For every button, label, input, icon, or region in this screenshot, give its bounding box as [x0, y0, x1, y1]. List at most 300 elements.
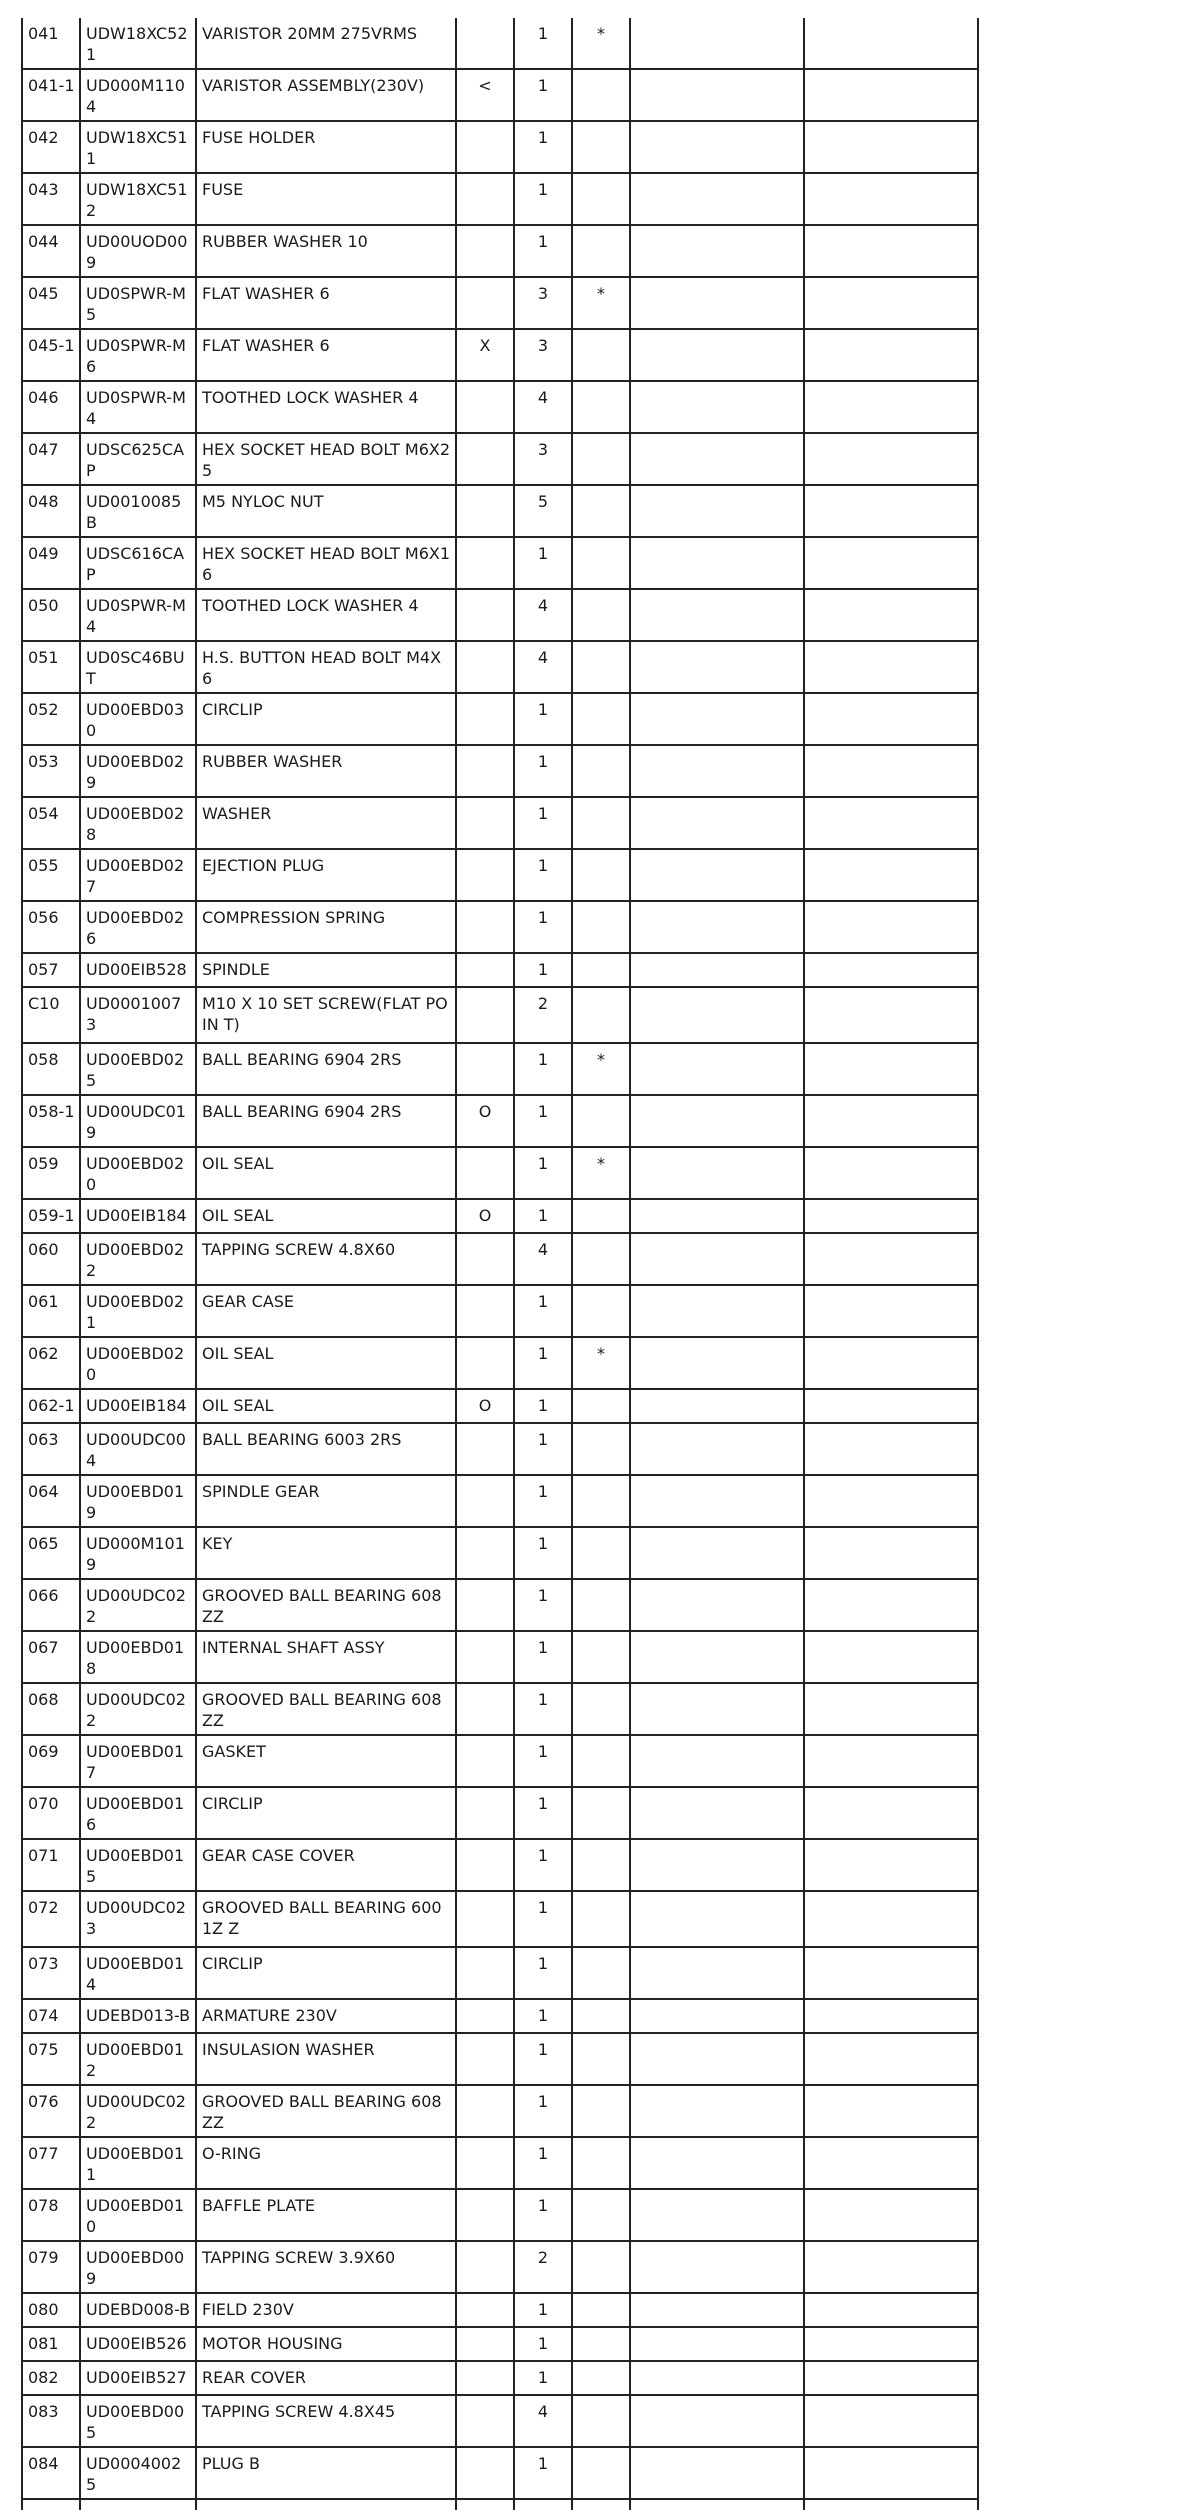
part-code-cell: UD0SPWR-M4	[80, 381, 196, 433]
blank-cell-a	[630, 953, 804, 987]
part-code-cell: UDW18XC521	[80, 18, 196, 69]
description-cell: TAPPING SCREW 3.9X60	[196, 2241, 456, 2293]
description-cell: HEX SOCKET HEAD BOLT M6X25	[196, 433, 456, 485]
part-number-cell: 068	[22, 1683, 80, 1735]
part-code-cell: UD00EBD027	[80, 849, 196, 901]
mark-cell	[456, 2395, 514, 2447]
blank-cell-b	[804, 797, 978, 849]
quantity-cell: 1	[514, 1891, 572, 1947]
note-cell	[572, 1683, 630, 1735]
blank-cell-b	[804, 1423, 978, 1475]
quantity-cell: 1	[514, 1337, 572, 1389]
blank-cell-b	[804, 1285, 978, 1337]
blank-cell-b	[804, 2447, 978, 2499]
description-cell: BAFFLE PLATE	[196, 2189, 456, 2241]
part-code-cell: UD00EBD011	[80, 2137, 196, 2189]
quantity-cell: 3	[514, 433, 572, 485]
part-number-cell: 045	[22, 277, 80, 329]
description-cell: KEY	[196, 1527, 456, 1579]
note-cell	[572, 953, 630, 987]
mark-cell	[456, 2033, 514, 2085]
part-number-cell: 054	[22, 797, 80, 849]
blank-cell-b	[804, 537, 978, 589]
part-code-cell: UD00EBD029	[80, 745, 196, 797]
table-row	[22, 1423, 978, 1475]
quantity-cell: 1	[514, 797, 572, 849]
part-code-cell: UD00UDC022	[80, 1579, 196, 1631]
mark-cell	[456, 1787, 514, 1839]
description-cell: GASKET	[196, 1735, 456, 1787]
blank-cell-a	[630, 1787, 804, 1839]
part-number-cell: 084	[22, 2447, 80, 2499]
table-row	[22, 2293, 978, 2327]
blank-cell-a	[630, 1839, 804, 1891]
blank-cell-a	[630, 2327, 804, 2361]
blank-cell-b	[804, 849, 978, 901]
note-cell: *	[572, 18, 630, 69]
note-cell	[572, 1839, 630, 1891]
part-code-cell: UD00UDC022	[80, 1683, 196, 1735]
table-row	[22, 1043, 978, 1095]
mark-cell	[456, 18, 514, 69]
quantity-cell: 1	[514, 2293, 572, 2327]
description-cell: FLAT WASHER 6	[196, 277, 456, 329]
blank-cell-a	[630, 381, 804, 433]
quantity-cell: 1	[514, 2327, 572, 2361]
part-code-cell: UDEBD013-B	[80, 1999, 196, 2033]
description-cell: FUSE	[196, 173, 456, 225]
note-cell: *	[572, 1043, 630, 1095]
part-code-cell: UD00UDC019	[80, 1095, 196, 1147]
blank-cell-a	[630, 1579, 804, 1631]
note-cell	[572, 381, 630, 433]
part-number-cell: 063	[22, 1423, 80, 1475]
part-number-cell: 045-1	[22, 329, 80, 381]
mark-cell	[456, 485, 514, 537]
part-code-cell: UD0010085B	[80, 485, 196, 537]
part-code-cell: UDW18XC511	[80, 121, 196, 173]
part-code-cell: UD0SPWR-M4	[80, 589, 196, 641]
table-row	[22, 1285, 978, 1337]
note-cell	[572, 1947, 630, 1999]
note-cell	[572, 1631, 630, 1683]
mark-cell: <	[456, 69, 514, 121]
quantity-cell: 4	[514, 641, 572, 693]
description-cell: FLAT WASHER 6	[196, 329, 456, 381]
quantity-cell: 4	[514, 1233, 572, 1285]
blank-cell-b	[804, 2361, 978, 2395]
description-cell: O-RING	[196, 2137, 456, 2189]
table-row	[22, 1631, 978, 1683]
quantity-cell: 1	[514, 1147, 572, 1199]
part-code-cell: UD0SPWR-M6	[80, 329, 196, 381]
blank-cell-a	[630, 485, 804, 537]
blank-cell-b	[804, 121, 978, 173]
description-cell: GROOVED BALL BEARING 6001Z Z	[196, 1891, 456, 1947]
table-row	[22, 1233, 978, 1285]
part-number-cell: 049	[22, 537, 80, 589]
description-cell: TOOTHED LOCK WASHER 4	[196, 589, 456, 641]
quantity-cell: 1	[514, 537, 572, 589]
blank-cell-b	[804, 2327, 978, 2361]
blank-cell-a	[630, 1389, 804, 1423]
quantity-cell: 1	[514, 1043, 572, 1095]
part-number-cell: 050	[22, 589, 80, 641]
blank-cell-b	[804, 277, 978, 329]
mark-cell	[456, 2189, 514, 2241]
note-cell	[572, 693, 630, 745]
part-number-cell: 058	[22, 1043, 80, 1095]
blank-cell-b	[804, 901, 978, 953]
quantity-cell: 1	[514, 745, 572, 797]
blank-cell-b	[804, 1233, 978, 1285]
note-cell: *	[572, 277, 630, 329]
description-cell: HEX SOCKET HEAD BOLT M6X16	[196, 537, 456, 589]
blank-cell-b	[804, 433, 978, 485]
table-row	[22, 329, 978, 381]
mark-cell: O	[456, 1199, 514, 1233]
note-cell	[572, 1233, 630, 1285]
part-number-cell: 062-1	[22, 1389, 80, 1423]
table-row	[22, 693, 978, 745]
blank-cell-a	[630, 537, 804, 589]
quantity-cell: 5	[514, 485, 572, 537]
quantity-cell: 1	[514, 1475, 572, 1527]
part-code-cell: UD00EBD018	[80, 1631, 196, 1683]
quantity-cell: 1	[514, 121, 572, 173]
mark-cell	[456, 1735, 514, 1787]
part-number-cell: 057	[22, 953, 80, 987]
description-cell: INTERNAL SHAFT ASSY	[196, 1631, 456, 1683]
mark-cell	[456, 433, 514, 485]
part-number-cell: 046	[22, 381, 80, 433]
blank-cell-b	[804, 1337, 978, 1389]
note-cell	[572, 849, 630, 901]
mark-cell	[456, 589, 514, 641]
part-code-cell: UD000M1104	[80, 69, 196, 121]
blank-cell-b	[804, 589, 978, 641]
empty-cell	[80, 2499, 196, 2510]
blank-cell-b	[804, 693, 978, 745]
description-cell: GEAR CASE	[196, 1285, 456, 1337]
table-row	[22, 2241, 978, 2293]
quantity-cell: 4	[514, 589, 572, 641]
mark-cell	[456, 2447, 514, 2499]
note-cell	[572, 1199, 630, 1233]
part-number-cell: 041	[22, 18, 80, 69]
blank-cell-b	[804, 953, 978, 987]
blank-cell-a	[630, 2361, 804, 2395]
quantity-cell: 1	[514, 173, 572, 225]
note-cell	[572, 987, 630, 1043]
mark-cell	[456, 121, 514, 173]
table-row	[22, 69, 978, 121]
description-cell: ARMATURE 230V	[196, 1999, 456, 2033]
blank-cell-a	[630, 2395, 804, 2447]
part-number-cell: 060	[22, 1233, 80, 1285]
blank-cell-a	[630, 18, 804, 69]
note-cell	[572, 2327, 630, 2361]
mark-cell	[456, 1683, 514, 1735]
blank-cell-a	[630, 2241, 804, 2293]
note-cell	[572, 901, 630, 953]
description-cell: RUBBER WASHER	[196, 745, 456, 797]
mark-cell	[456, 1233, 514, 1285]
part-code-cell: UD00UDC022	[80, 2085, 196, 2137]
blank-cell-b	[804, 329, 978, 381]
blank-cell-a	[630, 1199, 804, 1233]
description-cell: GROOVED BALL BEARING 608ZZ	[196, 1683, 456, 1735]
blank-cell-b	[804, 2395, 978, 2447]
note-cell	[572, 2361, 630, 2395]
note-cell	[572, 589, 630, 641]
part-code-cell: UD00EBD009	[80, 2241, 196, 2293]
blank-cell-a	[630, 277, 804, 329]
blank-cell-a	[630, 693, 804, 745]
description-cell: CIRCLIP	[196, 693, 456, 745]
quantity-cell: 3	[514, 277, 572, 329]
part-code-cell: UDSC625CAP	[80, 433, 196, 485]
part-code-cell: UD00EBD010	[80, 2189, 196, 2241]
part-code-cell: UD00EIB526	[80, 2327, 196, 2361]
part-number-cell: 072	[22, 1891, 80, 1947]
mark-cell	[456, 1337, 514, 1389]
table-row	[22, 381, 978, 433]
note-cell	[572, 1527, 630, 1579]
part-code-cell: UD00EBD020	[80, 1337, 196, 1389]
empty-cell	[630, 2499, 804, 2510]
quantity-cell: 1	[514, 849, 572, 901]
part-number-cell: 053	[22, 745, 80, 797]
description-cell: TAPPING SCREW 4.8X60	[196, 1233, 456, 1285]
blank-cell-b	[804, 1147, 978, 1199]
blank-cell-a	[630, 1735, 804, 1787]
note-cell	[572, 2033, 630, 2085]
part-number-cell: 078	[22, 2189, 80, 2241]
table-row	[22, 589, 978, 641]
part-number-cell: 059-1	[22, 1199, 80, 1233]
mark-cell	[456, 1579, 514, 1631]
blank-cell-b	[804, 2137, 978, 2189]
part-number-cell: 076	[22, 2085, 80, 2137]
description-cell: M5 NYLOC NUT	[196, 485, 456, 537]
note-cell	[572, 1389, 630, 1423]
part-code-cell: UD00EIB527	[80, 2361, 196, 2395]
blank-cell-a	[630, 1999, 804, 2033]
blank-cell-b	[804, 1735, 978, 1787]
part-code-cell: UD00EBD026	[80, 901, 196, 953]
table-row	[22, 2033, 978, 2085]
empty-cell	[572, 2499, 630, 2510]
note-cell	[572, 329, 630, 381]
part-code-cell: UD00EBD019	[80, 1475, 196, 1527]
description-cell: GROOVED BALL BEARING 608ZZ	[196, 2085, 456, 2137]
part-number-cell: 079	[22, 2241, 80, 2293]
note-cell	[572, 69, 630, 121]
description-cell: BALL BEARING 6904 2RS	[196, 1095, 456, 1147]
part-number-cell: 064	[22, 1475, 80, 1527]
part-code-cell: UD00EIB184	[80, 1199, 196, 1233]
mark-cell	[456, 173, 514, 225]
mark-cell	[456, 2137, 514, 2189]
quantity-cell: 1	[514, 1999, 572, 2033]
part-code-cell: UD00EBD020	[80, 1147, 196, 1199]
note-cell	[572, 2085, 630, 2137]
blank-cell-a	[630, 1891, 804, 1947]
part-number-cell: 075	[22, 2033, 80, 2085]
description-cell: INSULASION WASHER	[196, 2033, 456, 2085]
mark-cell	[456, 901, 514, 953]
table-row	[22, 1337, 978, 1389]
blank-cell-b	[804, 2033, 978, 2085]
blank-cell-a	[630, 1337, 804, 1389]
table-row	[22, 2189, 978, 2241]
quantity-cell: 1	[514, 2085, 572, 2137]
blank-cell-a	[630, 1285, 804, 1337]
quantity-cell: 1	[514, 1199, 572, 1233]
note-cell	[572, 1285, 630, 1337]
quantity-cell: 1	[514, 953, 572, 987]
part-number-cell: 056	[22, 901, 80, 953]
blank-cell-b	[804, 1631, 978, 1683]
mark-cell	[456, 1839, 514, 1891]
table-row	[22, 849, 978, 901]
mark-cell	[456, 1527, 514, 1579]
part-code-cell: UD00UDC023	[80, 1891, 196, 1947]
part-code-cell: UD0SC46BUT	[80, 641, 196, 693]
description-cell: TOOTHED LOCK WASHER 4	[196, 381, 456, 433]
quantity-cell: 1	[514, 1423, 572, 1475]
part-number-cell: 055	[22, 849, 80, 901]
mark-cell	[456, 745, 514, 797]
description-cell: FUSE HOLDER	[196, 121, 456, 173]
blank-cell-b	[804, 987, 978, 1043]
part-code-cell: UD00EBD014	[80, 1947, 196, 1999]
part-number-cell: 062	[22, 1337, 80, 1389]
empty-cell	[22, 2499, 80, 2510]
blank-cell-a	[630, 1683, 804, 1735]
table-row	[22, 953, 978, 987]
part-number-cell: 061	[22, 1285, 80, 1337]
blank-cell-b	[804, 69, 978, 121]
quantity-cell: 1	[514, 1285, 572, 1337]
blank-cell-b	[804, 1787, 978, 1839]
table-row	[22, 2327, 978, 2361]
table-row	[22, 2447, 978, 2499]
mark-cell	[456, 693, 514, 745]
table-row	[22, 745, 978, 797]
table-row	[22, 173, 978, 225]
note-cell	[572, 121, 630, 173]
mark-cell	[456, 2241, 514, 2293]
part-code-cell: UD00EBD025	[80, 1043, 196, 1095]
quantity-cell: 1	[514, 225, 572, 277]
note-cell	[572, 2395, 630, 2447]
empty-cell	[456, 2499, 514, 2510]
part-code-cell: UD0SPWR-M5	[80, 277, 196, 329]
mark-cell	[456, 641, 514, 693]
note-cell	[572, 1735, 630, 1787]
part-number-cell: 041-1	[22, 69, 80, 121]
blank-cell-b	[804, 1999, 978, 2033]
table-row	[22, 277, 978, 329]
table-row	[22, 1579, 978, 1631]
description-cell: VARISTOR 20MM 275VRMS	[196, 18, 456, 69]
mark-cell	[456, 1285, 514, 1337]
description-cell: H.S. BUTTON HEAD BOLT M4X6	[196, 641, 456, 693]
table-row	[22, 1735, 978, 1787]
table-row-continuation	[22, 2499, 978, 2510]
note-cell	[572, 1891, 630, 1947]
note-cell	[572, 797, 630, 849]
blank-cell-b	[804, 1683, 978, 1735]
table-row	[22, 2395, 978, 2447]
mark-cell	[456, 1947, 514, 1999]
parts-list-page	[21, 18, 979, 2510]
blank-cell-a	[630, 329, 804, 381]
blank-cell-a	[630, 2033, 804, 2085]
part-code-cell: UD00EIB184	[80, 1389, 196, 1423]
part-number-cell: 069	[22, 1735, 80, 1787]
empty-cell	[196, 2499, 456, 2510]
note-cell	[572, 433, 630, 485]
mark-cell	[456, 1475, 514, 1527]
description-cell: OIL SEAL	[196, 1337, 456, 1389]
blank-cell-a	[630, 1527, 804, 1579]
blank-cell-a	[630, 1147, 804, 1199]
table-row	[22, 1947, 978, 1999]
blank-cell-a	[630, 1043, 804, 1095]
description-cell: CIRCLIP	[196, 1787, 456, 1839]
part-number-cell: 048	[22, 485, 80, 537]
blank-cell-a	[630, 2293, 804, 2327]
table-row	[22, 537, 978, 589]
blank-cell-a	[630, 121, 804, 173]
part-code-cell: UD000M1019	[80, 1527, 196, 1579]
blank-cell-a	[630, 1947, 804, 1999]
blank-cell-b	[804, 1579, 978, 1631]
part-code-cell: UD00EBD012	[80, 2033, 196, 2085]
quantity-cell: 4	[514, 381, 572, 433]
quantity-cell: 4	[514, 2395, 572, 2447]
quantity-cell: 1	[514, 1839, 572, 1891]
mark-cell	[456, 2085, 514, 2137]
note-cell	[572, 1999, 630, 2033]
table-row	[22, 2361, 978, 2395]
quantity-cell: 1	[514, 1631, 572, 1683]
part-number-cell: 067	[22, 1631, 80, 1683]
quantity-cell: 1	[514, 1527, 572, 1579]
part-number-cell: 073	[22, 1947, 80, 1999]
note-cell	[572, 2189, 630, 2241]
blank-cell-a	[630, 433, 804, 485]
blank-cell-a	[630, 2189, 804, 2241]
blank-cell-b	[804, 2241, 978, 2293]
table-row	[22, 1527, 978, 1579]
quantity-cell: 2	[514, 2241, 572, 2293]
table-row	[22, 2137, 978, 2189]
table-row	[22, 1839, 978, 1891]
table-row	[22, 1999, 978, 2033]
blank-cell-a	[630, 1423, 804, 1475]
blank-cell-b	[804, 2189, 978, 2241]
part-number-cell: 070	[22, 1787, 80, 1839]
description-cell: GEAR CASE COVER	[196, 1839, 456, 1891]
note-cell	[572, 2241, 630, 2293]
part-number-cell: 051	[22, 641, 80, 693]
mark-cell	[456, 1999, 514, 2033]
empty-cell	[804, 2499, 978, 2510]
